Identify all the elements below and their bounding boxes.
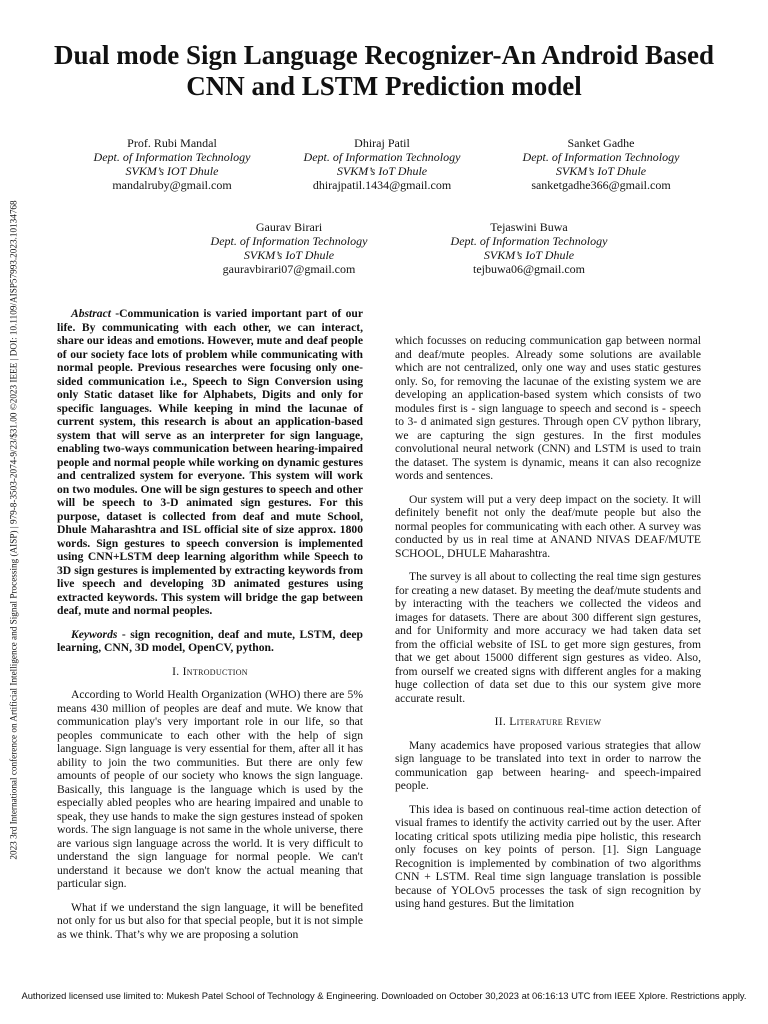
author-inst: SVKM’s IoT Dhule (243, 248, 335, 262)
author-inst: SVKM’s IOT Dhule (125, 164, 219, 178)
paragraph: The survey is all about to collecting the real time sign gestures for creating a new dataset. By meeting the deaf/mute students and by interacting with the teachers we collected the videos and images for datasets. There are about 300 different sign gestures, and for Uniformity and more accuracy we had taken data set from the official website of ISL to get more sign gestures, from that we get about 15000 different sign gestures as video. Also, from ourself we created signs with different angles for a making huge collection of data set due to this our system give more accurate result. (395, 570, 701, 705)
paragraph: Our system will put a very deep impact on the society. It will definitely benefit not only the deaf/mute people but also the normal peoples for communicating with each other. A survey was conducted by us in real time at ANAND NIVAS DEAF/MUTE SCHOOL, DHULE Maharashtra. (395, 492, 701, 560)
author-email: tejbuwa06@gmail.com (472, 262, 586, 276)
paragraph: According to World Health Organization (WHO) there are 5% means 430 million of peoples are deaf and mute. We know that communication play's very important role in our life, so that peoples communicate to each other with the help of sign language. Sign language is very essential for them, after all it has ability to join the two communities. But there are only few amounts of people of our society who knows the sign language. Basically, this language is the language which is used by the especially abled peoples who are hearing impaired and unable to speak, they use hands to make the sign gestures instead of spoken words. The sign language is not same in the whole universe, there are various sign language across the world. It is very difficult to understand the sign language for normal people. We can't understand it because we don't know the actual meaning that particular sign. (57, 688, 363, 890)
author-block (57, 136, 287, 192)
author-block (174, 220, 404, 276)
keywords-text: - sign recognition, deaf and mute, LSTM, deep learning, CNN, 3D model, OpenCV, python. (57, 627, 363, 654)
author-name: Tejaswini Buwa (490, 220, 568, 234)
right-column (395, 334, 701, 921)
author-name: Prof. Rubi Mandal (127, 136, 217, 150)
author-email: mandalruby@gmail.com (112, 178, 232, 192)
author-name: Gaurav Birari (255, 220, 323, 234)
publication-info: 2023 3rd International conference on Artificial Intelligence and Signal Processing (AISP) | 979-8-3503-2074-9/23/$31.00 ©2023 IEEE | DOI: 10.1109/AISP57993.2023.10134768 (9, 200, 20, 860)
section-heading-literature-review: II. Literature Review (494, 715, 602, 728)
author-dept: Dept. of Information Technology (303, 150, 461, 164)
author-dept: Dept. of Information Technology (210, 234, 368, 248)
author-block (267, 136, 497, 192)
keywords-label: Keywords (71, 627, 118, 641)
author-inst: SVKM’s IoT Dhule (555, 164, 647, 178)
author-dept: Dept. of Information Technology (522, 150, 680, 164)
author-email: gauravbirari07@gmail.com (222, 262, 356, 276)
paragraph: This idea is based on continuous real-time action detection of visual frames to identify the activity carried out by the user. After locating critical spots utilizing media pipe holistic, this research only focuses on key points of person. [1]. Sign Language Recognition is implemented by combination of two algorithms CNN + LSTM. Real time sign language translation is possible because of YOLOv5 processes the task of sign recognition by using hand gestures. But the limitation (395, 802, 701, 910)
paragraph: What if we understand the sign language, it will be benefited not only for us but also for that special people, but it is not simple as we think. That’s why we are proposing a solution (57, 900, 363, 941)
section-heading-introduction: I. Introduction (172, 664, 248, 678)
license-footer: Authorized licensed use limited to: Mukesh Patel School of Technology & Engineering. Downloaded on October 30,2023 at 06:16:13 UTC from IEEE Xplore. Restrictions apply. (21, 990, 747, 1001)
publication-sidebar (3, 160, 25, 900)
author-block (414, 220, 644, 276)
abstract-text: -Communication is varied important part of our life. By communicating with each other, we can interact, share our ideas and emotions. However, mute and deaf people of our society face lots of problem while communicating with normal people. Previous researches were focusing only one-sided communication i.e., Speech to Sign Conversion using only Static dataset like for Alphabets, Digits and only for specific languages. While keeping in mind the lacunae of current system, this research is about an application-based system that will serve as an interpreter for sign language, enabling two-ways communication between hearing-impaired people and normal people while working on dynamic gestures and centralized system for everyone. This system will work on two modules. One will be sign gestures to speech and other will be speech to 3-D animated sign gestures. For this purpose, dataset is collected from deaf and mute School, Dhule Maharashtra and ISL official site of size approx. 1800 words. Sign gestures to speech conversion is implemented using CNN+LSTM deep learning algorithm while Speech to 3D sign gestures is implemented by extracting keywords from live speech and developing 3D animated gestures using extracted keywords. This system will bridge the gap between deaf, mute and normal peoples. (57, 307, 363, 617)
author-dept: Dept. of Information Technology (93, 150, 251, 164)
left-column (57, 307, 363, 951)
author-email: sanketgadhe366@gmail.com (531, 178, 671, 192)
paragraph: which focusses on reducing communication gap between normal and deaf/mute peoples. Already some solutions are available which are not centralized, only one way and uses static gestures only. So, for removing the lacunae of the existing system we are developing an application-based system which consists of two modules first is - sign language to speech and second is - speech to 3- d animated sign gestures. Through open CV python library, we are capturing the sign gestures. In the first modules convolutional neural network (CNN) and LSTM is used to train the dataset. The system is dynamic, means it can also recognize words and sentences. (395, 334, 701, 482)
abstract-label: Abstract (71, 307, 111, 320)
author-block (486, 136, 716, 192)
paragraph: Many academics have proposed various strategies that allow sign language to be translated into text in order to narrow the communication gap between hearing- and speech-impaired people. (395, 738, 701, 792)
author-inst: SVKM’s IoT Dhule (483, 248, 575, 262)
author-email: dhirajpatil.1434@gmail.com (312, 178, 452, 192)
author-name: Sanket Gadhe (567, 136, 635, 150)
paper-title: Dual mode Sign Language Recognizer-An Android Based CNN and LSTM Prediction model (53, 40, 715, 101)
author-inst: SVKM’s IoT Dhule (336, 164, 428, 178)
abstract (57, 307, 363, 618)
author-dept: Dept. of Information Technology (450, 234, 608, 248)
keywords (57, 628, 363, 655)
author-name: Dhiraj Patil (354, 136, 410, 150)
